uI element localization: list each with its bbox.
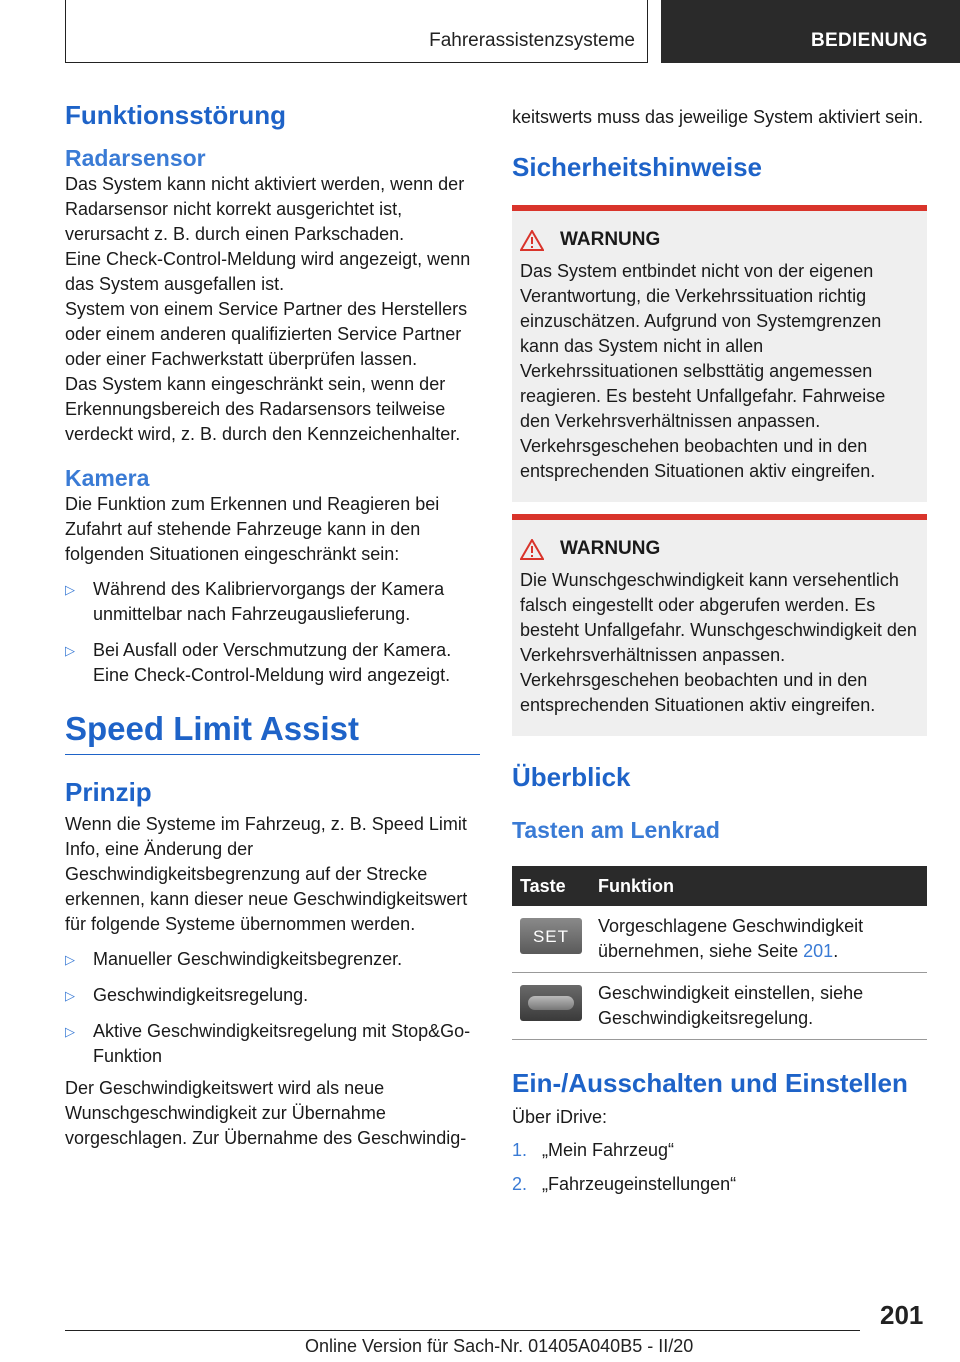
prinzip-list <box>65 947 480 1069</box>
table-cell-function: Geschwindigkeit einstellen, siehe Geschwindigkeitsregelung. <box>590 973 927 1040</box>
warning-triangle-icon <box>520 230 544 251</box>
table-cell-text: . <box>833 941 839 961</box>
list-item-text: Geschwindigkeitsregelung. <box>93 985 309 1005</box>
paragraph: System von einem Service Partner des Herstellers oder einem anderen qualifizierten Service Partner oder einer Fachwerkstatt überprüfen lassen. <box>65 299 468 369</box>
footer-rule <box>65 1330 860 1331</box>
heading-sicherheitshinweise: Sicherheitshinweise <box>512 152 762 182</box>
heading-radarsensor: Radarsensor <box>65 145 206 171</box>
heading-kamera: Kamera <box>65 465 150 491</box>
page-link[interactable]: 201 <box>803 941 834 961</box>
table-cell-key <box>512 973 590 1040</box>
paragraph: Über iDrive: <box>512 1107 608 1127</box>
triangle-bullet-icon: ▷ <box>65 582 75 597</box>
list-item <box>65 638 480 688</box>
triangle-bullet-icon: ▷ <box>65 952 75 967</box>
table-header-row <box>512 866 927 906</box>
table-header-function: Funktion <box>590 866 927 906</box>
paragraph: Das System kann nicht aktiviert werden, wenn der Radarsensor nicht korrekt ausgerichtet ist, verursacht z. B. durch einen Parkschaden. <box>65 174 465 244</box>
step-number: 2. <box>512 1174 528 1194</box>
list-item <box>65 947 480 972</box>
step-text: „Fahrzeugeinstellungen“ <box>542 1174 737 1194</box>
list-item-text: Aktive Geschwindigkeitsregelung mit Stop&Go-Funktion <box>93 1021 471 1066</box>
list-item <box>65 577 480 627</box>
list-item-text: Während des Kalibriervorgangs der Kamera unmittelbar nach Fahrzeugauslieferung. <box>93 579 445 624</box>
paragraph: Das System kann eingeschränkt sein, wenn der Erkennungsbereich des Radarsensors teilweise verdeckt wird, z. B. durch den Kennzeichenhalter. <box>65 374 461 444</box>
table-row <box>512 906 927 973</box>
warning-triangle-icon <box>520 539 544 560</box>
camera-list <box>65 577 480 688</box>
warning-text: Das System entbindet nicht von der eigenen Verantwortung, die Verkehrssituation richtig einzuschätzen. Aufgrund von Systemgrenzen kann das System nicht in allen Verkehrssituationen selbsttätig angemessen reagieren. Es besteht Unfallgefahr. Fahrweise den Verkehrsverhältnissen anpassen. Verkehrsgeschehen beobachten und in den entsprechenden Situationen aktiv eingreifen. <box>520 261 886 481</box>
keys-table <box>512 866 927 1040</box>
header-section-title: Fahrerassistenzsysteme <box>429 30 635 51</box>
rocker-switch-icon <box>520 985 582 1021</box>
table-header-key: Taste <box>512 866 590 906</box>
triangle-bullet-icon: ▷ <box>65 643 75 658</box>
page-number: 201 <box>880 1300 924 1330</box>
list-item <box>65 983 480 1008</box>
table-cell-function <box>590 906 927 973</box>
triangle-bullet-icon: ▷ <box>65 988 75 1003</box>
header-chapter-label: BEDIENUNG <box>811 30 928 51</box>
left-column <box>65 100 480 1151</box>
paragraph: Wenn die Systeme im Fahrzeug, z. B. Speed Limit Info, eine Änderung der Geschwindigkeitsbegrenzung auf der Strecke erkennen, kann dieser neue Geschwindigkeitswert für folgende Systeme übernommen werden. <box>65 814 468 934</box>
heading-ueberblick: Überblick <box>512 762 631 792</box>
step-text: „Mein Fahrzeug“ <box>542 1140 675 1160</box>
step-number: 1. <box>512 1140 528 1160</box>
paragraph: Der Geschwindigkeitswert wird als neue Wunschgeschwindigkeit zur Übernahme vorgeschlagen. Zur Übernahme des Geschwindig- <box>65 1078 467 1148</box>
list-item <box>512 1172 927 1197</box>
heading-funktionsstoerung: Funktionsstörung <box>65 100 286 130</box>
paragraph: Eine Check-Control-Meldung wird angezeigt, wenn das System ausgefallen ist. <box>65 249 471 294</box>
table-row <box>512 973 927 1040</box>
warning-box <box>512 514 927 736</box>
paragraph: Die Funktion zum Erkennen und Reagieren bei Zufahrt auf stehende Fahrzeuge kann in den folgenden Situationen eingeschränkt sein: <box>65 494 440 564</box>
list-item-text: Bei Ausfall oder Verschmutzung der Kamera. Eine Check-Control-Meldung wird angezeigt. <box>93 640 452 685</box>
warning-box <box>512 205 927 502</box>
heading-tasten-am-lenkrad: Tasten am Lenkrad <box>512 817 720 843</box>
heading-prinzip: Prinzip <box>65 777 152 807</box>
header-chapter-tab <box>661 0 960 63</box>
warning-header <box>520 229 919 251</box>
warning-header <box>520 538 919 560</box>
heading-speed-limit-assist: Speed Limit Assist <box>65 710 480 755</box>
warning-text: Die Wunschgeschwindigkeit kann versehentlich falsch eingestellt oder abgerufen werden. Es besteht Unfallgefahr. Wunschgeschwindigkeit den Verkehrsverhältnissen anpassen. Verkehrsgeschehen beobachten und in den entsprechenden Situationen aktiv eingreifen. <box>520 570 917 715</box>
right-column <box>512 100 927 1206</box>
list-item-text: Manueller Geschwindigkeitsbegrenzer. <box>93 949 403 969</box>
paragraph: keitswerts muss das jeweilige System aktiviert sein. <box>512 107 924 127</box>
table-cell-key <box>512 906 590 973</box>
table-cell-text: Vorgeschlagene Geschwindigkeit übernehmen, siehe Seite <box>598 916 864 961</box>
steps-list <box>512 1138 927 1197</box>
warning-label: WARNUNG <box>560 229 661 250</box>
warning-label: WARNUNG <box>560 538 661 559</box>
list-item <box>65 1019 480 1069</box>
set-button-icon: SET <box>520 918 582 954</box>
triangle-bullet-icon: ▷ <box>65 1024 75 1039</box>
heading-ein-ausschalten: Ein-/Ausschalten und Einstellen <box>512 1068 908 1098</box>
footer-text: Online Version für Sach-Nr. 01405A040B5 - II/20 <box>305 1336 694 1356</box>
list-item <box>512 1138 927 1163</box>
